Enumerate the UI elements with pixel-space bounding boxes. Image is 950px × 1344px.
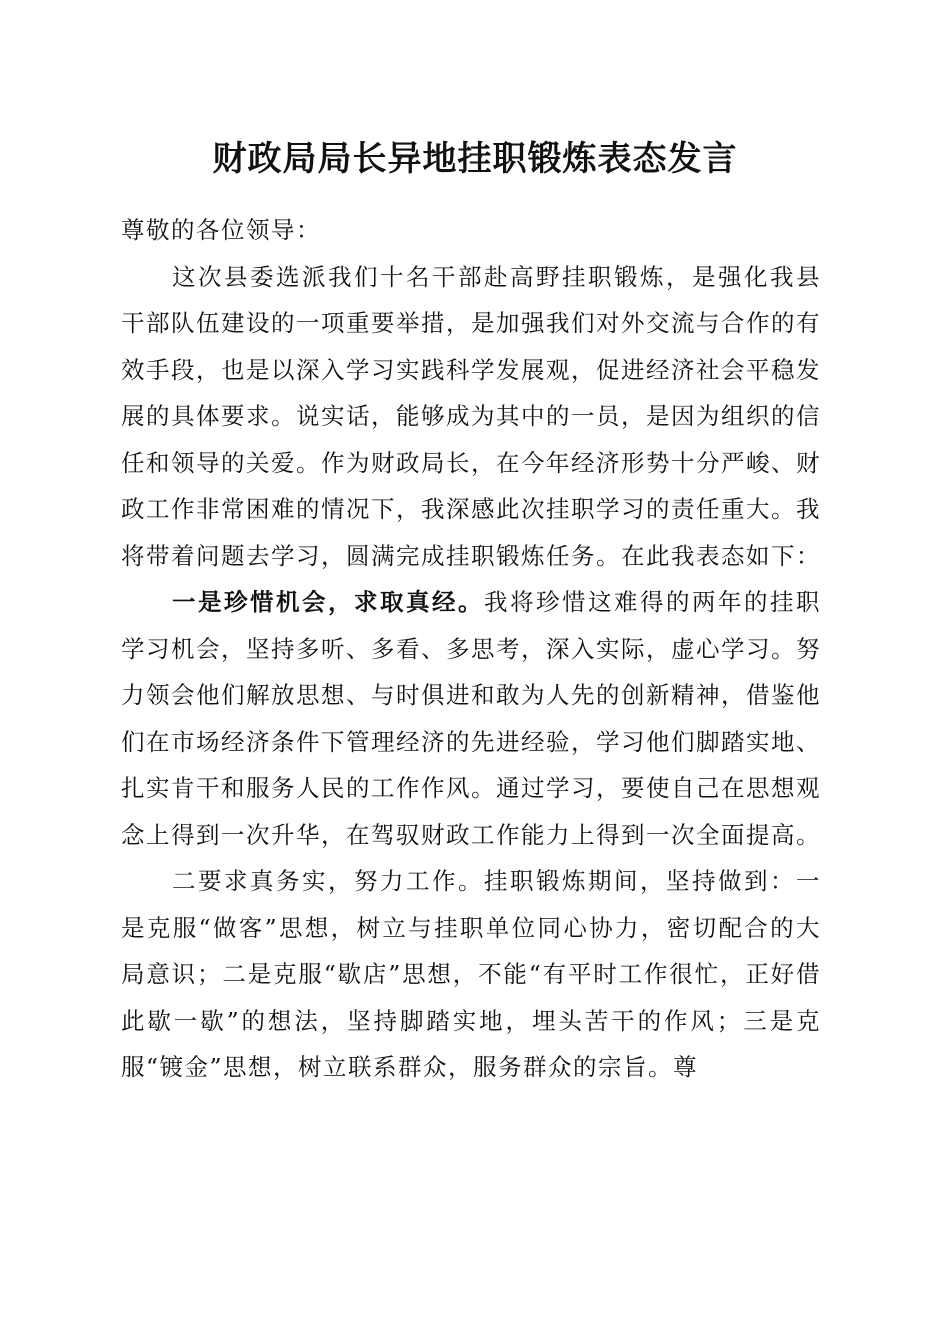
document-title: 财政局局长异地挂职锻炼表态发言 (212, 139, 738, 179)
paragraph-point-two (121, 858, 821, 1091)
paragraph-text: 我将珍惜这难得的两年的挂职学习机会，坚持多听、多看、多思考，深入实际，虚心学习。努力领会他们解放思想、与时俱进和敢为人先的创新精神，借鉴他们在市场经济条件下管理经济的先进经验，学习他们脚踏实地、扎实肯干和服务人民的工作作风。通过学习，要使自己在思想观念上得到一次升华，在驾驭财政工作能力上得到一次全面提高。 (121, 588, 821, 849)
salutation: 尊敬的各位领导： (121, 216, 321, 244)
paragraph-intro (121, 254, 821, 580)
paragraph-lead-heading: 一是珍惜机会，求取真经。 (172, 588, 484, 616)
paragraph-text: 这次县委选派我们十名干部赴高野挂职锻炼，是强化我县干部队伍建设的一项重要举措，是加强我们对外交流与合作的有效手段，也是以深入学习实践科学发展观，促进经济社会平稳发展的具体要求。说实话，能够成为其中的一员，是因为组织的信任和领导的关爱。作为财政局长，在今年经济形势十分严峻、财政工作非常困难的情况下，我深感此次挂职学习的责任重大。我将带着问题去学习，圆满完成挂职锻炼任务。在此我表态如下： (121, 262, 821, 570)
paragraph-text: 二要求真务实，努力工作。挂职锻炼期间，坚持做到：一是克服“做客”思想，树立与挂职单位同心协力，密切配合的大局意识；二是克服“歇店”思想，不能“有平时工作很忙，正好借此歇一歇”的想法，坚持脚踏实地，埋头苦干的作风；三是克服“镀金”思想，树立联系群众，服务群众的宗旨。尊 (121, 867, 821, 1081)
document-body (121, 207, 821, 1091)
paragraph-point-one (121, 579, 821, 858)
